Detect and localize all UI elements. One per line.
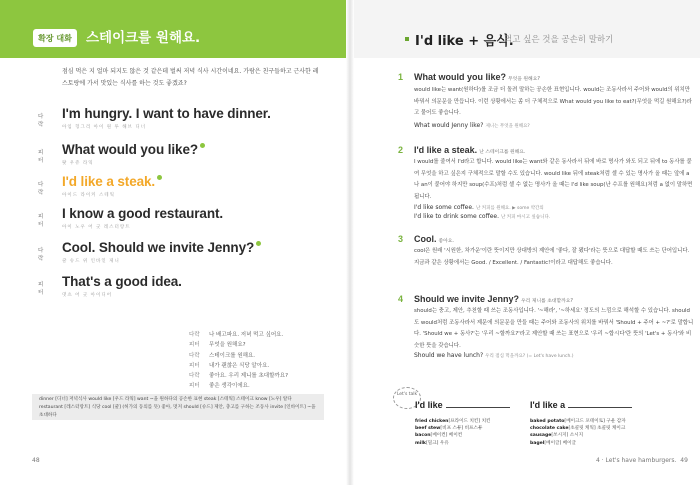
speaker-label: 피터 bbox=[38, 282, 44, 296]
fill-in-heading: I'd like bbox=[415, 400, 510, 410]
section-heading: Should we invite Jenny? 우리 제니를 초대할까요? bbox=[414, 294, 573, 304]
word-item: chocolate cake[초콜릿 케잌] 초콜릿 케이크 bbox=[530, 426, 626, 432]
dialogue-pronunciation: 아임 헝그리 아이 원 투 해브 디너 bbox=[62, 125, 147, 130]
left-page-title: 스테이크를 원해요. bbox=[86, 30, 201, 46]
word-item: baked potato[베이크드 포테이토] 구운 감자 bbox=[530, 419, 626, 424]
section-body: I would를 줄여서 I'd라고 합니다. would like는 want와 같은 동사라서 뒤에 바로 명사가 와도 되고 뒤에 to 동사를 붙여 무엇을 하고 싶은지 구체적으로 말할 수도 있습니다. would like 뒤에 steak처럼 셀 수 있는 명사가 올 때는 앞에 a나 an이 붙어야 하지만 soup(수프)처럼 셀 수 없는 명사가 올 때는 I'd like soup(난 수프를 원해요)처럼 a 없이 말하면 됩니다. bbox=[414, 159, 693, 200]
right-header-band bbox=[352, 0, 700, 58]
dialogue-pronunciation: 아이 노우 어 굿 레스터랑트 bbox=[62, 225, 131, 230]
marker-dot-icon bbox=[157, 175, 162, 180]
page-number-left: 48 bbox=[32, 457, 40, 464]
section-body: would like는 want(원하다)를 조금 더 돌려 말하는 공손한 표현입니다. would는 조동사라서 주어와 would의 위치만 바꿔서 의문문을 만듭니다. 이런 상황에서는 좀 더 구체적으로 What would you like to eat?(무엇을 먹길 원해요?)라고 물어도 좋습니다. bbox=[414, 87, 692, 116]
section-number: 4 bbox=[398, 294, 404, 304]
intro-text: 점심 먹은 지 얼마 되지도 않은 것 같은데 벌써 저녁 식사 시간이네요. 가람은 친구들하고 근사한 레스토랑에 가서 맛있는 식사를 하는 것도 좋겠죠? bbox=[62, 68, 319, 87]
translation-line: 다락 스테이크를 원해요. bbox=[189, 352, 256, 359]
word-item: beef stew[비프 스튜] 비프스튜 bbox=[415, 426, 483, 432]
example-sentence: What would Jenny like? 제니는 무엇을 원해요? bbox=[414, 122, 530, 129]
example-sentence: I'd like to drink some coffee. 난 커피 마시고 싶습니다. bbox=[414, 213, 551, 220]
dialogue-english: I'm hungry. I want to have dinner. bbox=[62, 106, 271, 121]
section-tag: 확장 대화 bbox=[33, 29, 77, 47]
section-heading: Cool. 좋아요. bbox=[414, 234, 454, 244]
lets-talk-badge: Let's talk bbox=[393, 387, 421, 409]
example-sentence: I'd like some coffee. 난 커피를 원해요. ▶ some 약간의 bbox=[414, 204, 544, 211]
vocabulary-line: restaurant [레스터랑트] 식당 cool [쿨] (허가의 동의를 뜻) 좋아, 멋져 should [슈드] 제안, 충고를 구하는 조동사 invite [인바이트] ~을 초대하다 bbox=[39, 405, 316, 418]
right-page-title: I'd like + 음식. bbox=[415, 34, 514, 49]
fill-in-heading: I'd like a bbox=[530, 400, 632, 410]
vocabulary-line: dinner [디너] 저녁식사 would like [우드 라잌] want ~을 원하다의 공손한 표현 steak [스테잌] 스테이크 know [노우] 알다 bbox=[39, 397, 292, 402]
speaker-label: 다락 bbox=[38, 248, 44, 262]
word-item: milk[밀크] 우유 bbox=[415, 440, 449, 446]
vocabulary-box bbox=[32, 394, 324, 420]
bullet-square-icon bbox=[405, 37, 409, 41]
dialogue-pronunciation: 아이드 라이커 스테잌 bbox=[62, 193, 115, 198]
dialogue-pronunciation: 왓 우쥬 라잌 bbox=[62, 161, 94, 166]
speaker-label: 피터 bbox=[38, 150, 44, 164]
section-body: cool은 원래 '시원한, 차가운'이란 뜻이지만 상대방의 제안에 '좋다, 잘 됐다'라는 뜻으로 대답할 때도 쓰는 단어입니다. 지금과 같은 상황에서는 Good. / Excellent. / Fantastic!이라고 대답해도 좋습니다. bbox=[414, 248, 690, 266]
word-list bbox=[530, 418, 626, 447]
word-item: bacon[베이컨] 베이컨 bbox=[415, 433, 463, 439]
dialogue-translation bbox=[189, 330, 288, 392]
dialogue-english: That's a good idea. bbox=[62, 274, 182, 289]
word-item: bagel[베이글] 베이글 bbox=[530, 440, 577, 446]
dialogue-pronunciation: 댓츠 어 굿 아이디어 bbox=[62, 293, 113, 298]
word-item: sausage[쏘시지] 소시지 bbox=[530, 433, 584, 439]
dialogue-pronunciation: 쿨 슈드 위 인바잍 제니 bbox=[62, 259, 120, 264]
speaker-label: 다락 bbox=[38, 114, 44, 128]
dialogue-english-highlight: I'd like a steak. bbox=[62, 174, 162, 189]
right-page-subtitle: 먹고 싶은 것을 공손히 말하기 bbox=[504, 35, 614, 45]
marker-dot-icon bbox=[200, 143, 205, 148]
blank-line bbox=[446, 400, 510, 408]
blank-line bbox=[568, 400, 632, 408]
translation-line: 피터 무엇을 원해요? bbox=[189, 342, 246, 349]
page-footer-right: 4 · Let's have hamburgers. 49 bbox=[596, 457, 688, 464]
translation-line: 다락 나 배고파요. 저녁 먹고 싶어요. bbox=[189, 332, 284, 338]
section-number: 3 bbox=[398, 234, 404, 244]
section-number: 1 bbox=[398, 72, 404, 82]
speaker-label: 피터 bbox=[38, 214, 44, 228]
word-item: fried chicken[프라이드 치킨] 치킨 bbox=[415, 419, 491, 424]
section-heading: What would you like? 무엇을 원해요? bbox=[414, 72, 540, 82]
speaker-label: 다락 bbox=[38, 182, 44, 196]
book-gutter bbox=[346, 0, 354, 485]
section-heading: I'd like a steak. 난 스테이크를 원해요. bbox=[414, 145, 526, 155]
translation-line: 피터 내가 괜찮은 식당 알아요. bbox=[189, 362, 270, 369]
example-sentence: Should we have lunch? 우리 점심 먹을까요? (= Let's have lunch.) bbox=[414, 352, 574, 359]
translation-line: 다락 좋아요. 우리 제니를 초대할까요? bbox=[189, 373, 288, 380]
dialogue-english: Cool. Should we invite Jenny? bbox=[62, 240, 261, 255]
marker-dot-icon bbox=[256, 241, 261, 246]
word-list bbox=[415, 418, 490, 447]
dialogue-english: What would you like? bbox=[62, 142, 205, 157]
section-number: 2 bbox=[398, 145, 404, 155]
translation-line: 피터 좋은 생각이에요. bbox=[189, 383, 250, 390]
page-number-right: 49 bbox=[680, 457, 688, 464]
section-body: should는 충고, 제안, 추천할 때 쓰는 조동사입니다. '~해라', '~하세요' 정도의 느낌으로 해석할 수 있습니다. should도 would처럼 조동사라서 제문에 의문문을 만들 때는 주어와 조동사의 위치를 바꿔서 'Should + 주어 + ~?'로 말합니다. 'Should we + 동사?'는 '우리 ~할까요?'라고 제안할 때 쓰는 표현으로 '우리 ~합시다'란 뜻의 'Let's + 동사'와 비슷한 뜻을 갖습니다. bbox=[414, 308, 694, 349]
dialogue-english: I know a good restaurant. bbox=[62, 206, 224, 221]
